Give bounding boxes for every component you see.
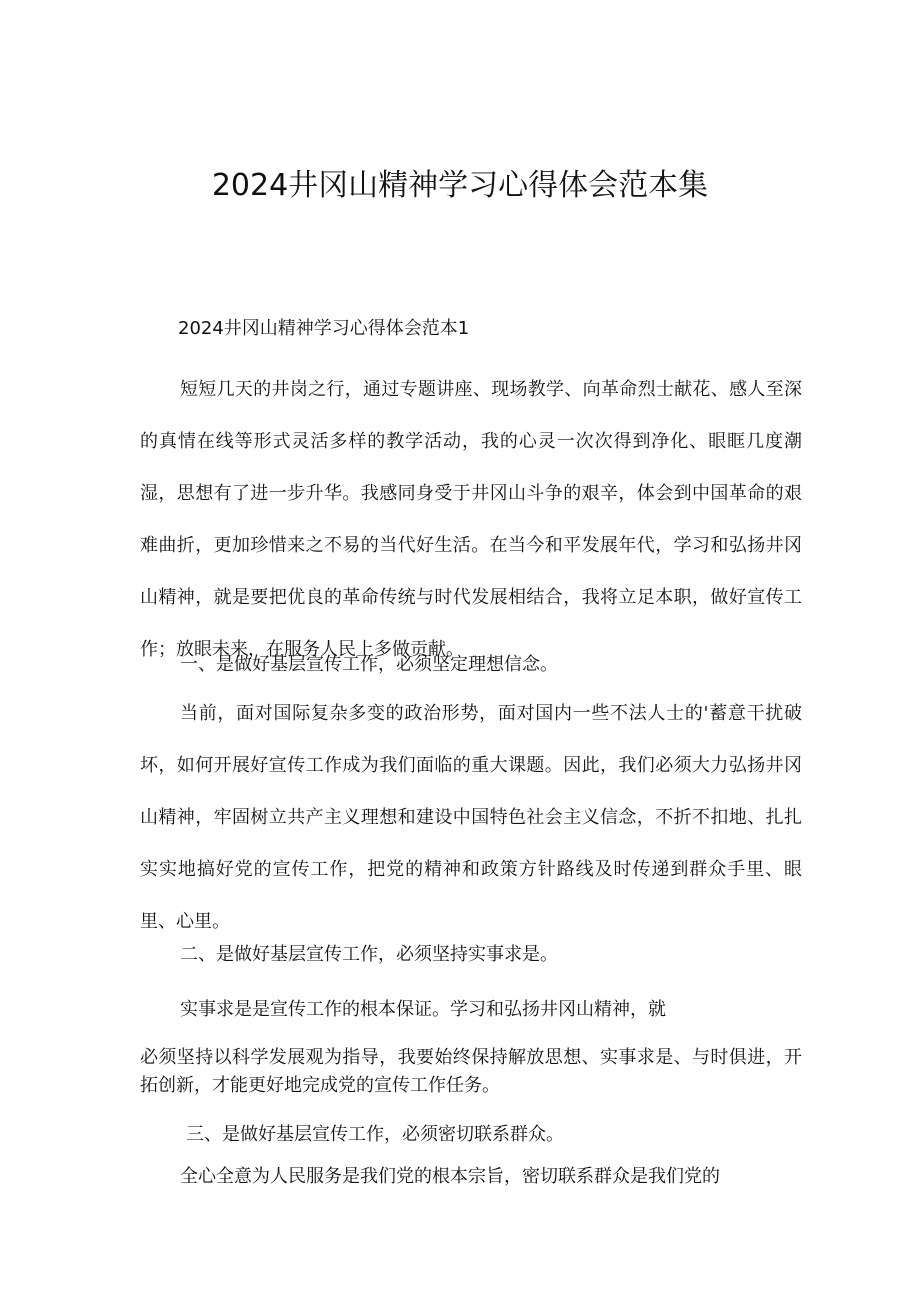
heading-3: 三、是做好基层宣传工作，必须密切联系群众。 bbox=[186, 1124, 564, 1145]
document-title: 2024井冈山精神学习心得体会范本集 bbox=[211, 168, 709, 203]
paragraph-4: 全心全意为人民服务是我们党的根本宗旨，密切联系群众是我们党的 bbox=[180, 1166, 720, 1187]
heading-2: 二、是做好基层宣传工作，必须坚持实事求是。 bbox=[180, 944, 558, 965]
paragraph-3-first-line: 实事求是是宣传工作的根本保证。学习和弘扬井冈山精神，就 bbox=[180, 999, 666, 1020]
paragraph-2: 当前，面对国际复杂多变的政治形势，面对国内一些不法人士的'蓄意干扰破坏，如何开展好宣传工作成为我们面临的重大课题。因此，我们必须大力弘扬井冈山精神，牢固树立共产主义理想和建设中国特色社会主义信念，不折不扣地、扎扎实实地搞好党的宣传工作，把党的精神和政策方针路线及时传递到群众手里、眼里、心里。 bbox=[140, 703, 802, 932]
section-subtitle: 2024井冈山精神学习心得体会范本1 bbox=[178, 318, 470, 339]
paragraph-1: 短短几天的井岗之行，通过专题讲座、现场教学、向革命烈士献花、感人至深的真情在线等形式灵活多样的教学活动，我的心灵一次次得到净化、眼眶几度潮湿，思想有了进一步升华。我感同身受于井冈山斗争的艰辛，体会到中国革命的艰难曲折，更加珍惜来之不易的当代好生活。在当今和平发展年代，学习和弘扬井冈山精神，就是要把优良的革命传统与时代发展相结合，我将立足本职，做好宣传工作；放眼未来，在服务人民上多做贡献。 bbox=[140, 379, 802, 660]
heading-1: 一、是做好基层宣传工作，必须坚定理想信念。 bbox=[180, 654, 558, 675]
paragraph-3-continuation: 必须坚持以科学发展观为指导，我要始终保持解放思想、实事求是、与时俱进，开拓创新，才能更好地完成党的宣传工作任务。 bbox=[140, 1047, 802, 1096]
